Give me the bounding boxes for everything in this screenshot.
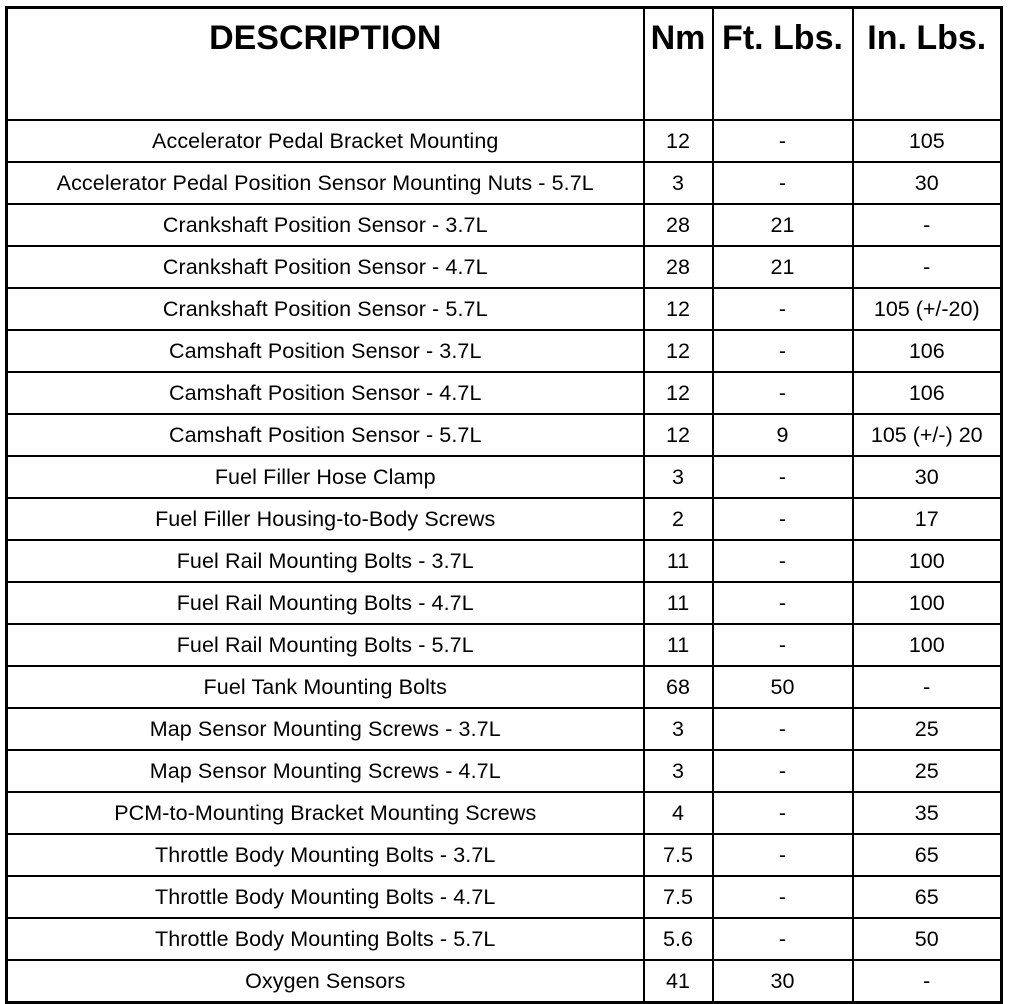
cell-description: Throttle Body Mounting Bolts - 5.7L: [7, 918, 644, 960]
cell-in-lbs: 100: [853, 582, 1002, 624]
cell-in-lbs: 65: [853, 834, 1002, 876]
cell-nm: 41: [644, 960, 713, 1003]
table-row: [7, 708, 1002, 750]
cell-in-lbs: 105 (+/-20): [853, 288, 1002, 330]
cell-nm: 12: [644, 330, 713, 372]
cell-ft-lbs: 21: [713, 246, 853, 288]
cell-in-lbs: 25: [853, 750, 1002, 792]
table-row: [7, 414, 1002, 456]
cell-in-lbs: 30: [853, 456, 1002, 498]
cell-ft-lbs: 9: [713, 414, 853, 456]
cell-ft-lbs: -: [713, 288, 853, 330]
cell-nm: 12: [644, 120, 713, 162]
cell-nm: 4: [644, 792, 713, 834]
cell-in-lbs: -: [853, 960, 1002, 1003]
cell-description: Crankshaft Position Sensor - 4.7L: [7, 246, 644, 288]
cell-ft-lbs: -: [713, 876, 853, 918]
cell-nm: 7.5: [644, 834, 713, 876]
cell-ft-lbs: -: [713, 834, 853, 876]
cell-ft-lbs: -: [713, 120, 853, 162]
cell-nm: 2: [644, 498, 713, 540]
cell-description: Map Sensor Mounting Screws - 3.7L: [7, 708, 644, 750]
table-row: [7, 582, 1002, 624]
table-row: [7, 120, 1002, 162]
header-ft-lbs: Ft. Lbs.: [713, 8, 853, 121]
cell-in-lbs: 30: [853, 162, 1002, 204]
table-row: [7, 330, 1002, 372]
cell-description: Crankshaft Position Sensor - 3.7L: [7, 204, 644, 246]
cell-description: Crankshaft Position Sensor - 5.7L: [7, 288, 644, 330]
cell-in-lbs: 50: [853, 918, 1002, 960]
cell-ft-lbs: -: [713, 162, 853, 204]
cell-in-lbs: 35: [853, 792, 1002, 834]
cell-ft-lbs: 30: [713, 960, 853, 1003]
cell-description: Camshaft Position Sensor - 4.7L: [7, 372, 644, 414]
cell-in-lbs: 106: [853, 330, 1002, 372]
cell-nm: 28: [644, 246, 713, 288]
torque-specification-table: [5, 6, 1003, 1004]
cell-nm: 7.5: [644, 876, 713, 918]
cell-ft-lbs: -: [713, 498, 853, 540]
cell-nm: 3: [644, 456, 713, 498]
cell-ft-lbs: 50: [713, 666, 853, 708]
cell-ft-lbs: -: [713, 792, 853, 834]
cell-in-lbs: 17: [853, 498, 1002, 540]
cell-in-lbs: 65: [853, 876, 1002, 918]
cell-in-lbs: 106: [853, 372, 1002, 414]
cell-ft-lbs: -: [713, 918, 853, 960]
cell-ft-lbs: -: [713, 750, 853, 792]
cell-ft-lbs: -: [713, 624, 853, 666]
table-row: [7, 540, 1002, 582]
cell-ft-lbs: -: [713, 330, 853, 372]
cell-description: Throttle Body Mounting Bolts - 3.7L: [7, 834, 644, 876]
cell-description: Camshaft Position Sensor - 5.7L: [7, 414, 644, 456]
header-nm: Nm: [644, 8, 713, 121]
cell-ft-lbs: -: [713, 456, 853, 498]
cell-in-lbs: 105: [853, 120, 1002, 162]
table-row: [7, 876, 1002, 918]
table-row: [7, 918, 1002, 960]
table-row: [7, 162, 1002, 204]
cell-description: Fuel Rail Mounting Bolts - 3.7L: [7, 540, 644, 582]
cell-description: Map Sensor Mounting Screws - 4.7L: [7, 750, 644, 792]
table-row: [7, 792, 1002, 834]
cell-description: Accelerator Pedal Bracket Mounting: [7, 120, 644, 162]
cell-description: Camshaft Position Sensor - 3.7L: [7, 330, 644, 372]
cell-nm: 12: [644, 288, 713, 330]
cell-ft-lbs: -: [713, 540, 853, 582]
header-description: DESCRIPTION: [7, 8, 644, 121]
cell-description: Fuel Rail Mounting Bolts - 5.7L: [7, 624, 644, 666]
table-row: [7, 204, 1002, 246]
cell-ft-lbs: -: [713, 708, 853, 750]
table-row: [7, 288, 1002, 330]
table-row: [7, 456, 1002, 498]
table-header: [7, 8, 1002, 121]
cell-description: Accelerator Pedal Position Sensor Mounting Nuts - 5.7L: [7, 162, 644, 204]
cell-in-lbs: 25: [853, 708, 1002, 750]
table-body: [7, 120, 1002, 1003]
cell-nm: 28: [644, 204, 713, 246]
cell-ft-lbs: -: [713, 582, 853, 624]
table-row: [7, 246, 1002, 288]
cell-nm: 11: [644, 624, 713, 666]
header-in-lbs: In. Lbs.: [853, 8, 1002, 121]
cell-nm: 12: [644, 372, 713, 414]
cell-description: Fuel Filler Hose Clamp: [7, 456, 644, 498]
cell-nm: 11: [644, 582, 713, 624]
cell-in-lbs: 105 (+/-) 20: [853, 414, 1002, 456]
cell-description: Fuel Rail Mounting Bolts - 4.7L: [7, 582, 644, 624]
cell-nm: 68: [644, 666, 713, 708]
cell-ft-lbs: 21: [713, 204, 853, 246]
table-row: [7, 666, 1002, 708]
cell-nm: 3: [644, 162, 713, 204]
cell-nm: 3: [644, 708, 713, 750]
cell-in-lbs: 100: [853, 624, 1002, 666]
table-row: [7, 498, 1002, 540]
cell-in-lbs: -: [853, 666, 1002, 708]
cell-nm: 3: [644, 750, 713, 792]
cell-nm: 12: [644, 414, 713, 456]
cell-description: Throttle Body Mounting Bolts - 4.7L: [7, 876, 644, 918]
cell-description: Oxygen Sensors: [7, 960, 644, 1003]
cell-nm: 5.6: [644, 918, 713, 960]
table-row: [7, 750, 1002, 792]
cell-description: PCM-to-Mounting Bracket Mounting Screws: [7, 792, 644, 834]
cell-in-lbs: -: [853, 204, 1002, 246]
cell-in-lbs: 100: [853, 540, 1002, 582]
table-row: [7, 834, 1002, 876]
cell-ft-lbs: -: [713, 372, 853, 414]
table-row: [7, 372, 1002, 414]
cell-description: Fuel Tank Mounting Bolts: [7, 666, 644, 708]
cell-description: Fuel Filler Housing-to-Body Screws: [7, 498, 644, 540]
table-row: [7, 960, 1002, 1003]
cell-in-lbs: -: [853, 246, 1002, 288]
table-row: [7, 624, 1002, 666]
header-row: [7, 8, 1002, 121]
cell-nm: 11: [644, 540, 713, 582]
